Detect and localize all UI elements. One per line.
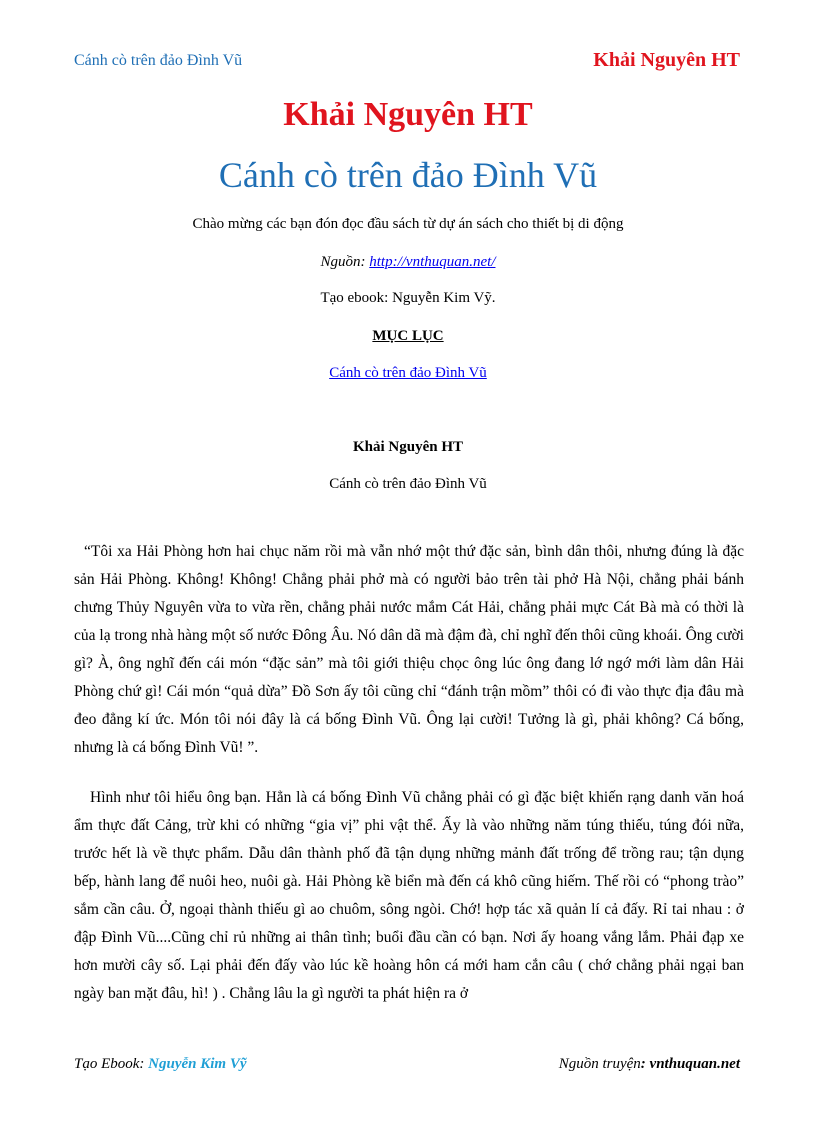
footer-ebook-name: Nguyễn Kim Vỹ bbox=[148, 1056, 247, 1072]
cover-author: Khải Nguyên HT bbox=[283, 96, 533, 133]
footer-source-label: Nguồn truyện bbox=[558, 1056, 641, 1072]
footer-source-name: vnthuquan.net bbox=[649, 1056, 740, 1072]
footer-ebook-credit: Tạo Ebook: Nguyễn Kim Vỹ bbox=[74, 1056, 247, 1072]
running-header-book-title: Cánh cò trên đảo Đình Vũ bbox=[74, 52, 243, 69]
cover-book-title: Cánh cò trên đảo Đình Vũ bbox=[218, 155, 598, 195]
footer-source-credit: Nguồn truyện: vnthuquan.net bbox=[558, 1056, 740, 1072]
section-author: Khải Nguyên HT bbox=[352, 439, 464, 455]
section-title: Cánh cò trên đảo Đình Vũ bbox=[329, 476, 487, 492]
source-link[interactable]: http://vnthuquan.net/ bbox=[369, 254, 496, 270]
source-line bbox=[0, 254, 816, 271]
footer-ebook-label: Tạo Ebook bbox=[74, 1056, 140, 1072]
toc-item-link[interactable]: Cánh cò trên đảo Đình Vũ bbox=[329, 365, 487, 381]
body-paragraph: Hình như tôi hiểu ông bạn. Hẳn là cá bống Đình Vũ chẳng phải có gì đặc biệt khiến rạng danh văn hoá ẩm thực đất Cảng, trừ khi có những “gia vị” phi vật thể. Ấy là vào những năm túng thiếu, túng đói nữa, trước hết là về thực phẩm. Dẫu dân thành phố đã tận dụng những mảnh đất trống để trồng rau; tận dụng bếp, hành lang để nuôi heo, nuôi gà. Hải Phòng kề biển mà đến cá khô cũng hiếm. Thế rồi có “phong trào” sắm cần câu. Ở, ngoại thành thiếu gì ao chuôm, sông ngòi. Chớ! hợp tác xã quản lí cả đấy. Rỉ tai nhau : ở đập Đình Vũ....Cũng chỉ rủ những ai thân tình; buổi đầu cần có bạn. Nơi ấy hoang vắng lắm. Phải đạp xe hơn mười cây số. Lại phải đến đấy vào lúc kề hoàng hôn cá mới ham cắn câu ( chớ chẳng phải ngại ban ngày ban mặt đâu, hì! ) . Chẳng lâu la gì người ta phát hiện ra ở bbox=[74, 789, 744, 1002]
running-header-author: Khải Nguyên HT bbox=[593, 49, 740, 71]
source-label: Nguồn: bbox=[320, 254, 370, 270]
ebook-maker: Tạo ebook: Nguyễn Kim Vỹ. bbox=[320, 290, 496, 306]
welcome-text: Chào mừng các bạn đón đọc đầu sách từ dự án sách cho thiết bị di động bbox=[192, 216, 624, 232]
body-paragraph: “Tôi xa Hải Phòng hơn hai chục năm rồi mà vẫn nhớ một thứ đặc sản, bình dân thôi, nhưng đúng là đặc sản Hải Phòng. Không! Không! Chẳng phải phở mà có người bảo trên tài phở Hà Nội, chẳng phải bánh chưng Thủy Nguyên vừa to vừa rền, chẳng phải nước mắm Cát Hải, chẳng phải mực Cát Bà mà có thời là của lạ trong nhà hàng một số nước Đông Âu. Nó dân dã mà đậm đà, chỉ nghĩ đến thôi cũng khoái. Ông cười gì? À, ông nghĩ đến cái món “đặc sản” mà tôi giới thiệu chọc ông lúc ông đang lớ ngớ mới làm dân Hải Phòng chứ gì! Cái món “quả dừa” Đồ Sơn ấy tôi cũng chỉ “đánh trận mồm” thôi có đi vào thực địa đâu mà đeo đẳng kí ức. Món tôi nói đây là cá bống Đình Vũ. Ông lại cười! Tưởng là gì, phải không? Cá bống, nhưng là cá bống Đình Vũ! ”. bbox=[74, 543, 744, 756]
toc-heading: MỤC LỤC bbox=[372, 328, 444, 344]
